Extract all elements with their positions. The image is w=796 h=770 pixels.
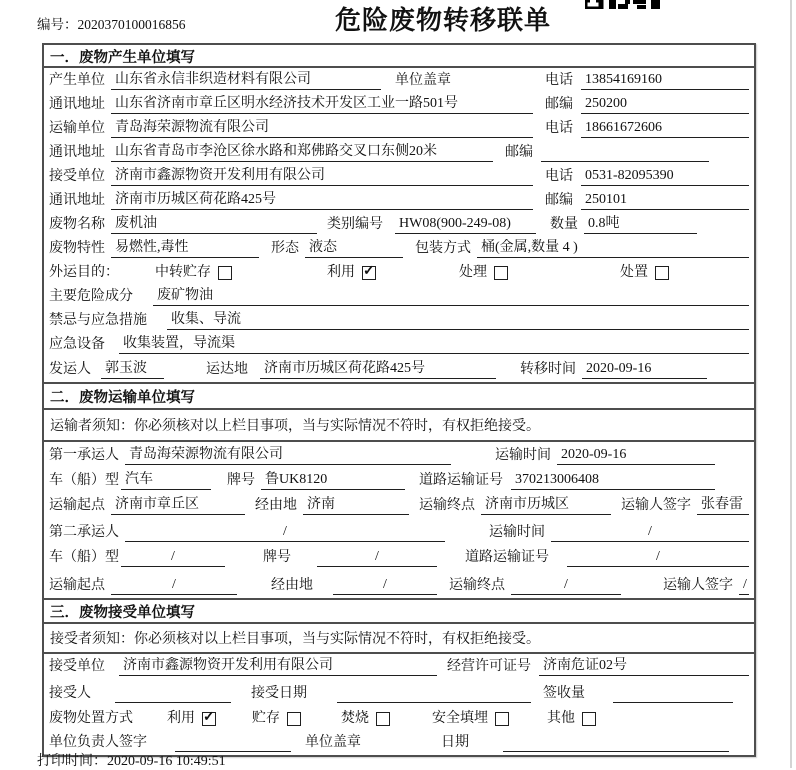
row-route1 xyxy=(44,493,754,518)
acceptor-value xyxy=(115,684,231,703)
quantity-value: 0.8吨 xyxy=(584,215,697,234)
date-label: 日期 xyxy=(441,735,469,750)
origin2-label: 运输起点 xyxy=(49,578,105,593)
disposal-option-label: 利用 xyxy=(167,711,195,726)
address1-value: 山东省济南市章丘区明水经济技术开发区工业一路501号 xyxy=(111,95,533,114)
producer-label: 产生单位 xyxy=(49,73,105,88)
checkbox-disposal-other xyxy=(582,712,596,726)
purpose-option-dispose xyxy=(620,261,669,282)
end1-value: 济南市历城区 xyxy=(481,496,611,515)
carrier2-value: / xyxy=(125,523,445,542)
time1-value: 2020-09-16 xyxy=(557,446,715,465)
origin1-label: 运输起点 xyxy=(49,498,105,513)
time1-label: 运输时间 xyxy=(495,448,551,463)
shipper-value: 郭玉波 xyxy=(101,360,164,379)
row-producer xyxy=(44,68,754,93)
row-receiver xyxy=(44,165,754,189)
received-qty-value xyxy=(613,684,733,703)
phone2-label: 电话 xyxy=(545,121,573,136)
hazard-value: 废矿物油 xyxy=(153,287,749,306)
taboo-label: 禁忌与应急措施 xyxy=(49,313,147,328)
permit-label: 经营许可证号 xyxy=(447,659,531,674)
section2-header: 二．废物运输单位填写 xyxy=(44,382,754,410)
row-waste-name xyxy=(44,213,754,237)
license2-value: / xyxy=(567,548,749,567)
row-acceptor xyxy=(44,679,754,706)
address3-label: 通讯地址 xyxy=(49,193,105,208)
transporter-label: 运输单位 xyxy=(49,121,105,136)
packaging-label: 包装方式 xyxy=(415,241,471,256)
address2-label: 通讯地址 xyxy=(49,145,105,160)
print-time-value: 2020-09-16 10:49:51 xyxy=(107,754,226,769)
equipment-value: 收集装置，导流渠 xyxy=(119,335,749,354)
accepting-unit-label: 接受单位 xyxy=(49,659,105,674)
packaging-value: 桶(金属,数量 4 ) xyxy=(477,239,749,258)
permit-value: 济南危证02号 xyxy=(539,657,749,676)
purpose-option-label: 处置 xyxy=(620,265,648,280)
zip1-label: 邮编 xyxy=(545,97,573,112)
sign1-label: 运输人签字 xyxy=(621,498,691,513)
row-emergency-equipment xyxy=(44,333,754,357)
date-value xyxy=(503,733,729,752)
row-route2 xyxy=(44,570,754,598)
receiver-value: 济南市鑫源物资开发利用有限公司 xyxy=(111,167,533,186)
accepting-unit-value: 济南市鑫源物资开发利用有限公司 xyxy=(119,657,437,676)
disposal-option-other xyxy=(547,707,596,728)
checkbox-disposal-utilize xyxy=(202,712,216,726)
serial-number: 2020370100016856 xyxy=(77,17,186,32)
end2-value: / xyxy=(511,576,621,595)
row-accepting-unit xyxy=(44,654,754,679)
phone3-value: 0531-82095390 xyxy=(581,167,749,186)
serial-number-line xyxy=(37,13,186,33)
characteristics-value: 易燃性,毒性 xyxy=(111,239,259,258)
form-label: 形态 xyxy=(271,241,299,256)
destination-value: 济南市历城区荷花路425号 xyxy=(260,360,496,379)
purpose-option-utilize xyxy=(327,261,376,282)
sign2-label: 运输人签字 xyxy=(663,578,733,593)
unit-seal-label: 单位盖章 xyxy=(395,73,451,88)
vehicle1-label: 车（船）型 xyxy=(49,473,119,488)
purpose-option-label: 中转贮存 xyxy=(155,265,211,280)
producer-value: 山东省永信非织造材料有限公司 xyxy=(111,71,381,90)
disposal-label: 废物处置方式 xyxy=(49,711,133,726)
disposal-option-incinerate xyxy=(341,707,390,728)
disposal-option-utilize xyxy=(167,707,216,728)
disposal-option-store xyxy=(252,707,301,728)
received-qty-label: 签收量 xyxy=(543,686,585,701)
row-waste-characteristics xyxy=(44,237,754,261)
disposal-option-label: 安全填埋 xyxy=(432,711,488,726)
row-transfer-purpose xyxy=(44,261,754,285)
carrier1-value: 青岛海荣源物流有限公司 xyxy=(125,446,451,465)
transporter-value: 青岛海荣源物流有限公司 xyxy=(111,119,533,138)
checkbox-disposal-landfill xyxy=(495,712,509,726)
transfer-time-label: 转移时间 xyxy=(520,362,576,377)
purpose-option-treat xyxy=(459,261,508,282)
category-value: HW08(900-249-08) xyxy=(395,215,536,234)
plate1-label: 牌号 xyxy=(227,473,255,488)
taboo-value: 收集、导流 xyxy=(167,311,749,330)
carrier1-label: 第一承运人 xyxy=(49,448,119,463)
carrier2-label: 第二承运人 xyxy=(49,525,119,540)
end2-label: 运输终点 xyxy=(449,578,505,593)
shipper-label: 发运人 xyxy=(49,362,91,377)
row-transporter-address xyxy=(44,141,754,165)
phone1-label: 电话 xyxy=(545,73,573,88)
disposal-option-landfill xyxy=(432,707,509,728)
serial-label: 编号： xyxy=(37,17,78,32)
license1-value: 370213006408 xyxy=(511,471,715,490)
quantity-label: 数量 xyxy=(550,217,578,232)
via2-value: / xyxy=(333,576,437,595)
phone3-label: 电话 xyxy=(545,169,573,184)
row-producer-address xyxy=(44,93,754,117)
section2-notice: 运输者须知：你必须核对以上栏目事项，当与实际情况不符时，有权拒绝接受。 xyxy=(44,410,754,442)
row-first-carrier xyxy=(44,442,754,468)
origin1-value: 济南市章丘区 xyxy=(111,496,245,515)
end1-label: 运输终点 xyxy=(419,498,475,513)
row-taboo-measures xyxy=(44,309,754,333)
disposal-option-label: 焚烧 xyxy=(341,711,369,726)
acceptor-label: 接受人 xyxy=(49,686,91,701)
accept-date-label: 接受日期 xyxy=(251,686,307,701)
address1-label: 通讯地址 xyxy=(49,97,105,112)
zip1-value: 250200 xyxy=(581,95,749,114)
via1-label: 经由地 xyxy=(255,498,297,513)
checkbox-utilize xyxy=(362,266,376,280)
disposal-option-label: 其他 xyxy=(547,711,575,726)
row-second-carrier xyxy=(44,518,754,545)
plate1-value: 鲁UK8120 xyxy=(261,471,405,490)
row-disposal-method xyxy=(44,706,754,731)
purpose-option-label: 处理 xyxy=(459,265,487,280)
waste-name-label: 废物名称 xyxy=(49,217,105,232)
zip3-label: 邮编 xyxy=(545,193,573,208)
origin2-value: / xyxy=(111,576,237,595)
checkbox-disposal-store xyxy=(287,712,301,726)
print-time-label: 打印时间： xyxy=(37,754,107,769)
qr-code-icon xyxy=(585,0,660,9)
row-transporter xyxy=(44,117,754,141)
waste-name-value: 废机油 xyxy=(111,215,317,234)
time2-value: / xyxy=(551,523,749,542)
phone2-value: 18661672606 xyxy=(581,119,749,138)
sign2-value: / xyxy=(739,576,749,595)
checkbox-dispose xyxy=(655,266,669,280)
section3-header: 三．废物接受单位填写 xyxy=(44,598,754,624)
transfer-time-value: 2020-09-16 xyxy=(582,360,707,379)
row-receiver-address xyxy=(44,189,754,213)
head-sign-label: 单位负责人签字 xyxy=(49,735,147,750)
disposal-option-label: 贮存 xyxy=(252,711,280,726)
time2-label: 运输时间 xyxy=(489,525,545,540)
plate2-label: 牌号 xyxy=(263,550,291,565)
row-vehicle1 xyxy=(44,468,754,493)
manifest-form xyxy=(42,43,756,757)
checkbox-treat xyxy=(494,266,508,280)
checkbox-disposal-incinerate xyxy=(376,712,390,726)
via2-label: 经由地 xyxy=(271,578,313,593)
hazard-label: 主要危险成分 xyxy=(49,289,133,304)
zip2-value xyxy=(541,143,709,162)
form-value: 液态 xyxy=(305,239,403,258)
address2-value: 山东省青岛市李沧区徐水路和郑佛路交叉口东侧20米 xyxy=(111,143,493,162)
page-title: 危险废物转移联单 xyxy=(335,6,552,35)
row-hazard-components xyxy=(44,285,754,309)
vehicle2-label: 车（船）型 xyxy=(49,550,119,565)
unit-seal2-label: 单位盖章 xyxy=(305,735,361,750)
section3-notice: 接受者须知：你必须核对以上栏目事项，当与实际情况不符时，有权拒绝接受。 xyxy=(44,624,754,654)
purpose-option-transit-storage xyxy=(155,261,232,282)
license1-label: 道路运输证号 xyxy=(419,473,503,488)
section1-header: 一．废物产生单位填写 xyxy=(44,45,754,68)
category-label: 类别编号 xyxy=(327,217,383,232)
print-time-line xyxy=(37,750,226,770)
phone1-value: 13854169160 xyxy=(581,71,749,90)
page-right-edge xyxy=(790,0,792,768)
purpose-option-label: 利用 xyxy=(327,265,355,280)
equipment-label: 应急设备 xyxy=(49,337,105,352)
address3-value: 济南市历城区荷花路425号 xyxy=(111,191,533,210)
sign1-value: 张春雷 xyxy=(697,496,749,515)
zip2-label: 邮编 xyxy=(505,145,533,160)
destination-label: 运达地 xyxy=(206,362,248,377)
checkbox-transit-storage xyxy=(218,266,232,280)
characteristics-label: 废物特性 xyxy=(49,241,105,256)
receiver-label: 接受单位 xyxy=(49,169,105,184)
row-shipper xyxy=(44,357,754,382)
plate2-value: / xyxy=(317,548,437,567)
vehicle2-value: / xyxy=(121,548,225,567)
vehicle1-value: 汽车 xyxy=(121,471,211,490)
accept-date-value xyxy=(337,684,531,703)
via1-value: 济南 xyxy=(303,496,409,515)
zip3-value: 250101 xyxy=(581,191,749,210)
row-vehicle2 xyxy=(44,545,754,570)
license2-label: 道路运输证号 xyxy=(465,550,549,565)
purpose-label: 外运目的： xyxy=(49,265,119,280)
